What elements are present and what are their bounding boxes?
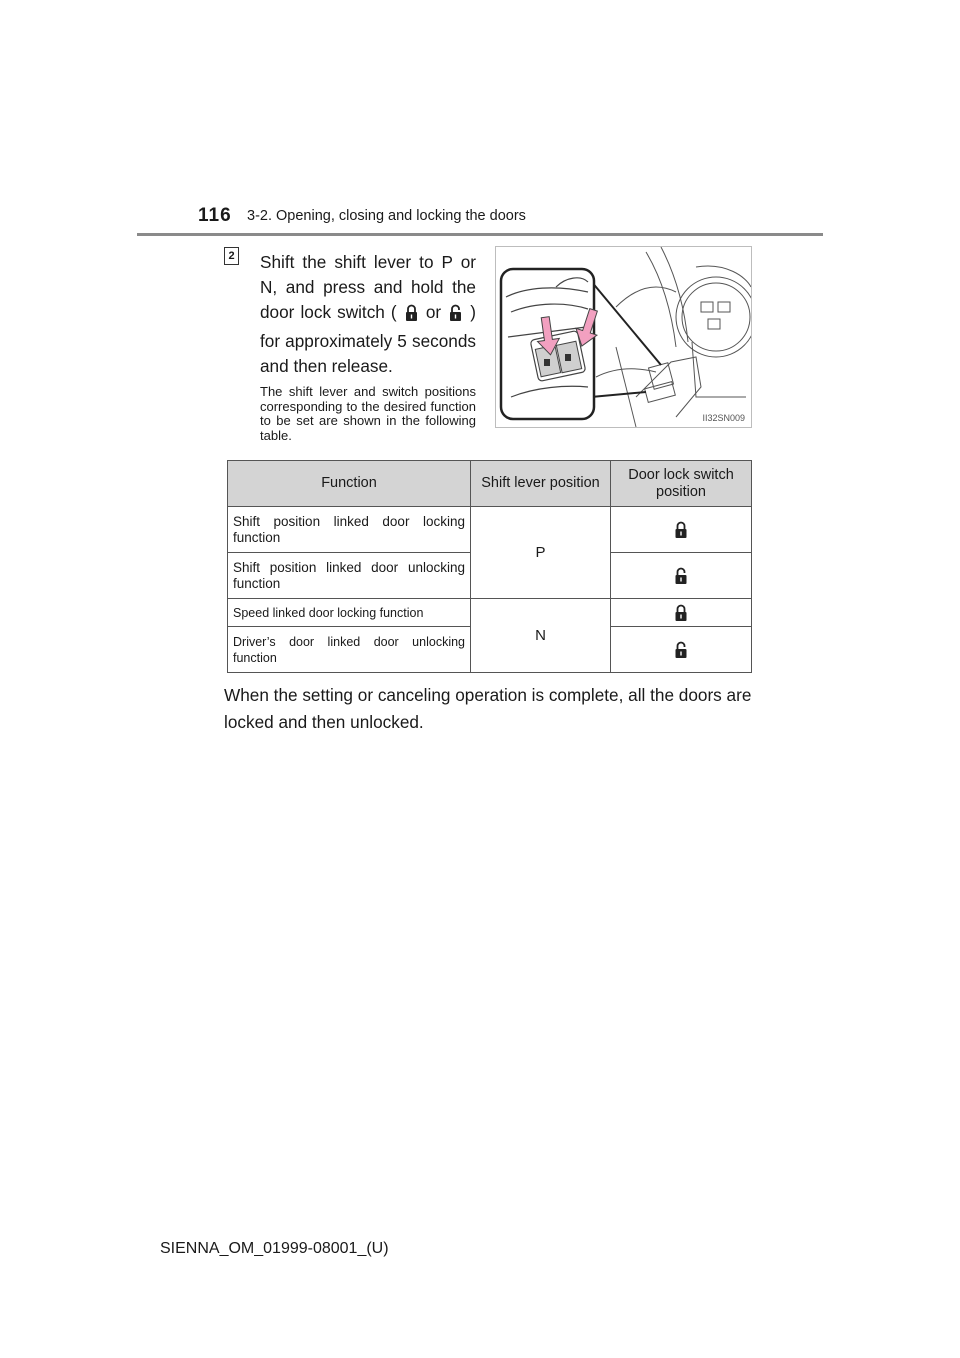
unlock-icon (675, 567, 688, 585)
lock-icon (405, 304, 418, 329)
table-row (228, 599, 752, 627)
footer-document-code: SIENNA_OM_01999-08001_(U) (160, 1240, 389, 1257)
instruction-text-start: Shift the shift lever to P or N, and press and hold the door lock switch ( (260, 252, 476, 322)
switch-position-cell (611, 553, 752, 599)
figure-code: II32SN009 (702, 413, 745, 423)
table-header-row (228, 461, 752, 507)
unlock-icon (449, 304, 462, 329)
header-divider (137, 233, 823, 236)
result-paragraph: When the setting or canceling operation is complete, all the doors are locked and then unlocked. (224, 685, 752, 732)
note-switch-positions: The shift lever and switch positions corresponding to the desired function to be set are shown in the following table. (260, 384, 476, 443)
switch-position-cell (611, 599, 752, 627)
door-switch-illustration (495, 246, 752, 428)
lock-icon (675, 604, 688, 622)
col-header-function: Function (228, 461, 471, 507)
col-header-shift-lever: Shift lever position (471, 461, 611, 507)
lock-icon (675, 521, 688, 539)
function-cell: Shift position linked door locking function (228, 507, 471, 553)
switch-position-cell (611, 627, 752, 673)
function-cell: Driver’s door linked door unlocking function (228, 627, 471, 673)
page-number: 116 (198, 205, 232, 226)
step-instruction (260, 250, 476, 379)
instruction-or: or (425, 302, 442, 322)
instruction-text-end: ) for approximately 5 seconds and then release. (260, 302, 476, 376)
function-cell: Speed linked door locking function (228, 599, 471, 627)
shift-position-cell: P (471, 507, 611, 599)
col-header-door-lock-switch: Door lock switch position (611, 461, 752, 507)
unlock-icon (675, 641, 688, 659)
table-row (228, 507, 752, 553)
section-title: 3-2. Opening, closing and locking the doors (247, 208, 526, 224)
shift-position-cell: N (471, 599, 611, 673)
step-number-badge: 2 (224, 247, 239, 265)
function-table (227, 460, 752, 673)
function-cell: Shift position linked door unlocking function (228, 553, 471, 599)
door-panel-drawing (496, 247, 751, 427)
switch-position-cell (611, 507, 752, 553)
